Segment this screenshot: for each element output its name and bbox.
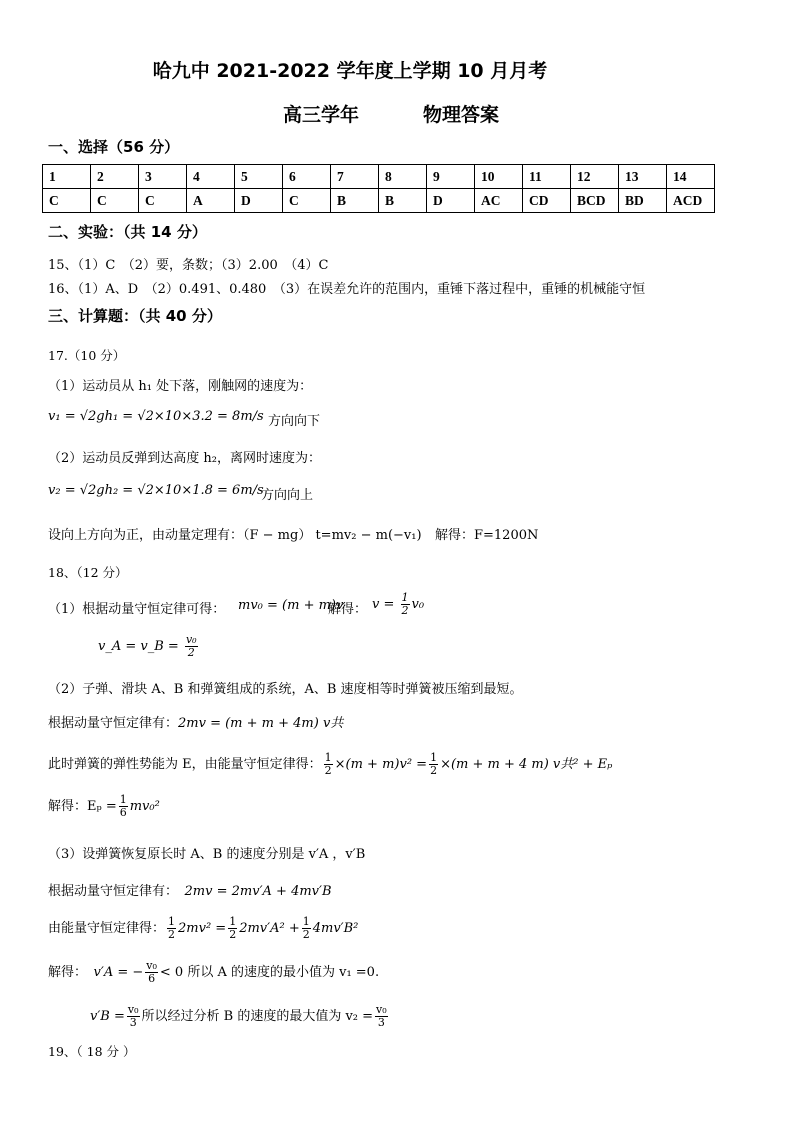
table-cell: 6	[283, 165, 331, 189]
table-cell: 14	[667, 165, 715, 189]
q18-va-vb: v_A = v_B =	[98, 639, 179, 654]
q17-result: 解得：F=1200N	[435, 528, 539, 543]
table-cell: 4	[187, 165, 235, 189]
q17-part3: 设向上方向为正，由动量定理有：（F − mg） t=mv₂ − m(−v₁)	[48, 528, 422, 543]
table-cell: C	[139, 189, 187, 213]
fraction-numerator: 1	[119, 793, 127, 806]
fraction-denominator: 6	[119, 806, 127, 819]
fraction-numerator: 1	[302, 915, 310, 928]
q17-part1: （1）运动员从 h₁ 处下落，刚触网的速度为：	[48, 379, 313, 394]
fraction	[145, 960, 158, 985]
q18-equation3: 2mv = (m + m + 4m) v共	[178, 716, 344, 731]
table-cell: B	[379, 189, 427, 213]
q18-part4-label: 此时弹簧的弹性势能为 E，由能量守恒定律得：	[48, 757, 322, 772]
section1-heading: 一、选择（56 分）	[48, 138, 180, 156]
table-cell: BCD	[571, 189, 619, 213]
fraction-numerator: 1	[401, 591, 409, 604]
fraction	[228, 916, 237, 941]
fraction-numerator: 1	[229, 915, 237, 928]
fraction-denominator: 2	[401, 604, 409, 617]
fraction-denominator: 2	[187, 646, 195, 659]
q18-equation8a: 2mv² =	[178, 921, 227, 936]
fraction-numerator: 1	[430, 751, 438, 764]
q18-equation10a: v′B =	[90, 1009, 125, 1024]
fraction	[127, 1004, 140, 1029]
section2-heading: 二、实验：（共 14 分）	[48, 223, 207, 241]
fraction-numerator: v₀	[185, 633, 197, 646]
table-cell: C	[283, 189, 331, 213]
fraction-numerator: 1	[324, 751, 332, 764]
table-cell: 11	[523, 165, 571, 189]
table-cell: C	[91, 189, 139, 213]
q18-equation7: 2mv = 2mv′A + 4mv′B	[184, 884, 332, 899]
fraction	[401, 592, 410, 617]
answer-table	[42, 164, 715, 213]
table-cell: 3	[139, 165, 187, 189]
q18-part10	[90, 1004, 390, 1029]
fraction-denominator: 6	[148, 972, 156, 985]
fraction-numerator: v₀	[376, 1003, 387, 1016]
fraction-denominator: 2	[302, 928, 310, 941]
fraction	[429, 752, 438, 777]
q18-part8	[48, 916, 358, 941]
section3-heading: 三、计算题：（共 40 分）	[48, 307, 222, 325]
answer-table-answer-row	[43, 189, 715, 213]
q17-direction2: 方向向上	[261, 488, 314, 503]
q18-equation8c: 4mv′B²	[312, 921, 359, 936]
q17-part2: （2）运动员反弹到达高度 h₂，离网时速度为：	[48, 451, 321, 466]
table-cell: D	[427, 189, 475, 213]
q18-velocity-v0: v₀	[411, 597, 425, 612]
table-cell: CD	[523, 189, 571, 213]
q18-equation8b: 2mv′A² +	[239, 921, 300, 936]
q17-equation1: v₁ = √2gh₁ = √2×10×3.2 = 8m/s	[48, 409, 264, 424]
q19-title: 19、（ 18 分 ）	[48, 1044, 136, 1059]
fraction-denominator: 2	[229, 928, 237, 941]
table-cell: 9	[427, 165, 475, 189]
q18-part3-label: 根据动量守恒定律有：	[48, 716, 179, 731]
q18-equation1: mv₀ = (m + m)v	[238, 598, 344, 613]
fraction-numerator: 1	[168, 915, 176, 928]
table-cell: 12	[571, 165, 619, 189]
q18-part6: （3）设弹簧恢复原长时 A、B 的速度分别是 v′A ，v′B	[48, 847, 366, 862]
q18-equation4b: ×(m + m + 4 m) v共² + Eₚ	[440, 757, 613, 772]
table-cell: 8	[379, 165, 427, 189]
exam-title: 哈九中 2021-2022 学年度上学期 10 月月考	[152, 60, 548, 82]
q18-equation10b: 所以经过分析 B 的速度的最大值为 v₂ =	[141, 1009, 374, 1024]
q17-equation2: v₂ = √2gh₂ = √2×10×1.8 = 6m/s	[48, 483, 264, 498]
fraction-numerator: v₀	[146, 959, 157, 972]
q17-direction1: 方向向下	[268, 414, 321, 429]
q18-part5-label: 解得：Eₚ =	[48, 799, 117, 814]
q18-title: 18、（12 分）	[48, 565, 128, 580]
fraction-denominator: 2	[430, 764, 438, 777]
fraction	[167, 916, 176, 941]
q18-equation5: mv₀²	[129, 799, 160, 814]
table-cell: A	[187, 189, 235, 213]
fraction	[375, 1004, 388, 1029]
q17-title: 17.（10 分）	[48, 348, 126, 363]
fraction	[302, 916, 311, 941]
fraction-numerator: v₀	[127, 1003, 139, 1016]
q18-velocity-formula	[372, 592, 424, 617]
q18-equation9a: v′A = −	[93, 965, 144, 980]
fraction-denominator: 2	[324, 764, 332, 777]
fraction-denominator: 2	[168, 928, 176, 941]
fraction-denominator: 3	[377, 1016, 385, 1029]
q18-part7-label: 根据动量守恒定律有：	[48, 884, 172, 899]
answer-q16: 16、（1）A、D （2）0.491、0.480 （3）在误差允许的范围内，重锤下落过程中，重锤的机械能守恒	[48, 282, 646, 297]
fraction	[119, 794, 128, 819]
q18-part2: （2）子弹、滑块 A、B 和弹簧组成的系统，A、B 速度相等时弹簧被压缩到最短。	[48, 682, 523, 697]
q18-part1: （1）根据动量守恒定律可得：	[48, 602, 226, 617]
q18-part3	[48, 712, 343, 731]
table-cell: B	[331, 189, 379, 213]
q18-solve-label: 解得：	[328, 602, 368, 617]
q18-part9-label: 解得：	[48, 965, 81, 980]
q18-equation9b: < 0 所以 A 的速度的最小值为 v₁ =0.	[159, 965, 380, 980]
table-cell: 7	[331, 165, 379, 189]
fraction	[185, 634, 198, 659]
fraction	[324, 752, 333, 777]
answer-q15: 15、（1）C （2）要，条数；（3）2.00 （4）C	[48, 258, 329, 273]
table-cell: 13	[619, 165, 667, 189]
table-cell: D	[235, 189, 283, 213]
answer-table-number-row	[43, 165, 715, 189]
table-cell: 2	[91, 165, 139, 189]
table-cell: 10	[475, 165, 523, 189]
q18-part9	[48, 960, 379, 985]
q18-part8-label: 由能量守恒定律得：	[48, 921, 166, 936]
q18-part7	[48, 880, 332, 899]
q18-equation4a: ×(m + m)v² =	[334, 757, 428, 772]
q18-equation2	[98, 634, 200, 659]
subject-label: 物理答案	[423, 104, 500, 126]
q18-part5	[48, 794, 160, 819]
table-cell: 1	[43, 165, 91, 189]
q18-part4	[48, 752, 612, 777]
table-cell: 5	[235, 165, 283, 189]
fraction-denominator: 3	[129, 1016, 137, 1029]
table-cell: C	[43, 189, 91, 213]
table-cell: ACD	[667, 189, 715, 213]
table-cell: AC	[475, 189, 523, 213]
table-cell: BD	[619, 189, 667, 213]
q18-velocity-lhs: v =	[372, 597, 395, 612]
grade-label: 高三学年	[283, 104, 360, 126]
